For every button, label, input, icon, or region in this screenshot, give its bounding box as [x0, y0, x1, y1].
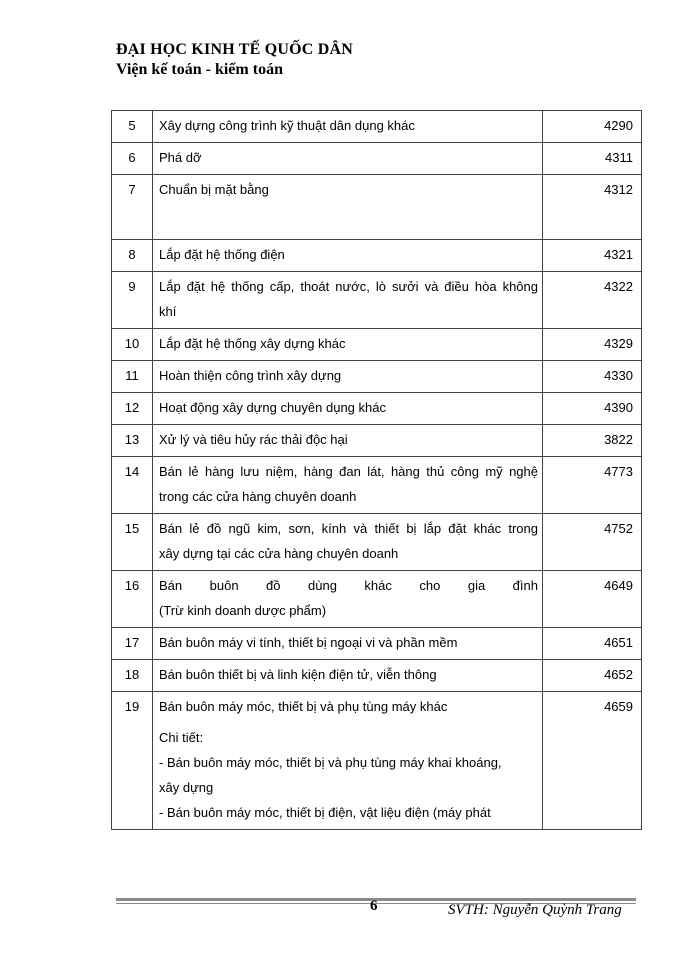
row-number: 19 [112, 692, 153, 830]
row-number: 6 [112, 143, 153, 175]
business-code: 4659 [543, 692, 642, 830]
business-name-line: khí [159, 304, 177, 319]
row-number: 18 [112, 660, 153, 692]
table-row [112, 425, 642, 457]
business-name-line: Hoàn thiện công trình xây dựng [159, 368, 342, 383]
table-row [112, 692, 642, 830]
author-credit: SVTH: Nguyễn Quỳnh Trang [448, 902, 622, 918]
business-code: 4649 [543, 571, 642, 628]
business-code: 3822 [543, 425, 642, 457]
university-name: ĐẠI HỌC KINH TẾ QUỐC DÂN [116, 41, 353, 58]
business-name-line: Bán lẻ đồ ngũ kim, sơn, kính và thiết bị lắp đặt khác trong [159, 521, 538, 536]
business-name-line: Lắp đặt hệ thống điện [159, 247, 285, 262]
business-name-line: Bán lẻ hàng lưu niệm, hàng đan lát, hàng thủ công mỹ nghệ [159, 464, 538, 479]
business-name [153, 361, 543, 393]
table-row [112, 143, 642, 175]
table-row [112, 457, 642, 514]
business-name [153, 143, 543, 175]
business-code: 4752 [543, 514, 642, 571]
business-name [153, 393, 543, 425]
business-name-line: (Trừ kinh doanh dược phẩm) [159, 603, 327, 618]
business-name [153, 457, 543, 514]
business-name [153, 329, 543, 361]
business-name [153, 272, 543, 329]
business-name [153, 111, 543, 143]
detail-line: - Bán buôn máy móc, thiết bị điện, vật liệu điện (máy phát [159, 805, 491, 820]
business-code: 4773 [543, 457, 642, 514]
table-row [112, 272, 642, 329]
business-name [153, 692, 543, 830]
row-number: 9 [112, 272, 153, 329]
business-code: 4390 [543, 393, 642, 425]
detail-line: - Bán buôn máy móc, thiết bị và phụ tùng máy khai khoáng, [159, 755, 502, 770]
business-name-line: Xử lý và tiêu hủy rác thải độc hại [159, 432, 348, 447]
business-name-line: Bán buôn máy vi tính, thiết bị ngoại vi và phần mềm [159, 635, 458, 650]
business-code-table [111, 110, 642, 830]
row-number: 5 [112, 111, 153, 143]
business-name-line: xây dựng tại các cửa hàng chuyên doanh [159, 546, 399, 561]
business-code: 4652 [543, 660, 642, 692]
row-number: 15 [112, 514, 153, 571]
table-row [112, 361, 642, 393]
business-name-line: Phá dỡ [159, 150, 202, 165]
business-name [153, 240, 543, 272]
table-row [112, 660, 642, 692]
row-number: 11 [112, 361, 153, 393]
business-code: 4290 [543, 111, 642, 143]
business-name-line: Lắp đặt hệ thống xây dựng khác [159, 336, 346, 351]
detail-line: xây dựng [159, 780, 214, 795]
row-number: 17 [112, 628, 153, 660]
business-name-line: Bán buôn máy móc, thiết bị và phụ tùng máy khác [159, 699, 448, 714]
table-row [112, 111, 642, 143]
table-row [112, 329, 642, 361]
business-name-line: Bán buôn đồ dùng khác cho gia đình [159, 578, 538, 593]
business-name [153, 660, 543, 692]
business-code: 4651 [543, 628, 642, 660]
business-name [153, 514, 543, 571]
business-code: 4312 [543, 175, 642, 240]
row-number: 13 [112, 425, 153, 457]
table-row [112, 571, 642, 628]
row-number: 12 [112, 393, 153, 425]
institute-name: Viện kế toán - kiểm toán [116, 61, 283, 78]
row-number: 14 [112, 457, 153, 514]
business-code: 4330 [543, 361, 642, 393]
row-number: 10 [112, 329, 153, 361]
business-name-line: trong các cửa hàng chuyên doanh [159, 489, 357, 504]
row-number: 7 [112, 175, 153, 240]
business-name-line: Xây dựng công trình kỹ thuật dân dụng khác [159, 118, 415, 133]
business-name-line: Lắp đặt hệ thống cấp, thoát nước, lò sưởi và điều hòa không [159, 279, 538, 294]
page-number: 6 [370, 898, 378, 914]
detail-heading: Chi tiết: [159, 730, 204, 745]
business-name [153, 628, 543, 660]
table-row [112, 514, 642, 571]
table-row [112, 240, 642, 272]
business-code: 4311 [543, 143, 642, 175]
business-name [153, 175, 543, 240]
row-number: 16 [112, 571, 153, 628]
business-name-line: Hoạt động xây dựng chuyên dụng khác [159, 400, 386, 415]
page-header [116, 40, 636, 80]
business-name-line: Chuẩn bị mặt bằng [159, 182, 269, 197]
table-row [112, 628, 642, 660]
business-code: 4321 [543, 240, 642, 272]
business-code: 4322 [543, 272, 642, 329]
business-code: 4329 [543, 329, 642, 361]
row-number: 8 [112, 240, 153, 272]
table-row [112, 175, 642, 240]
business-name [153, 571, 543, 628]
business-name [153, 425, 543, 457]
table-row [112, 393, 642, 425]
business-name-line: Bán buôn thiết bị và linh kiện điện tử, viễn thông [159, 667, 437, 682]
